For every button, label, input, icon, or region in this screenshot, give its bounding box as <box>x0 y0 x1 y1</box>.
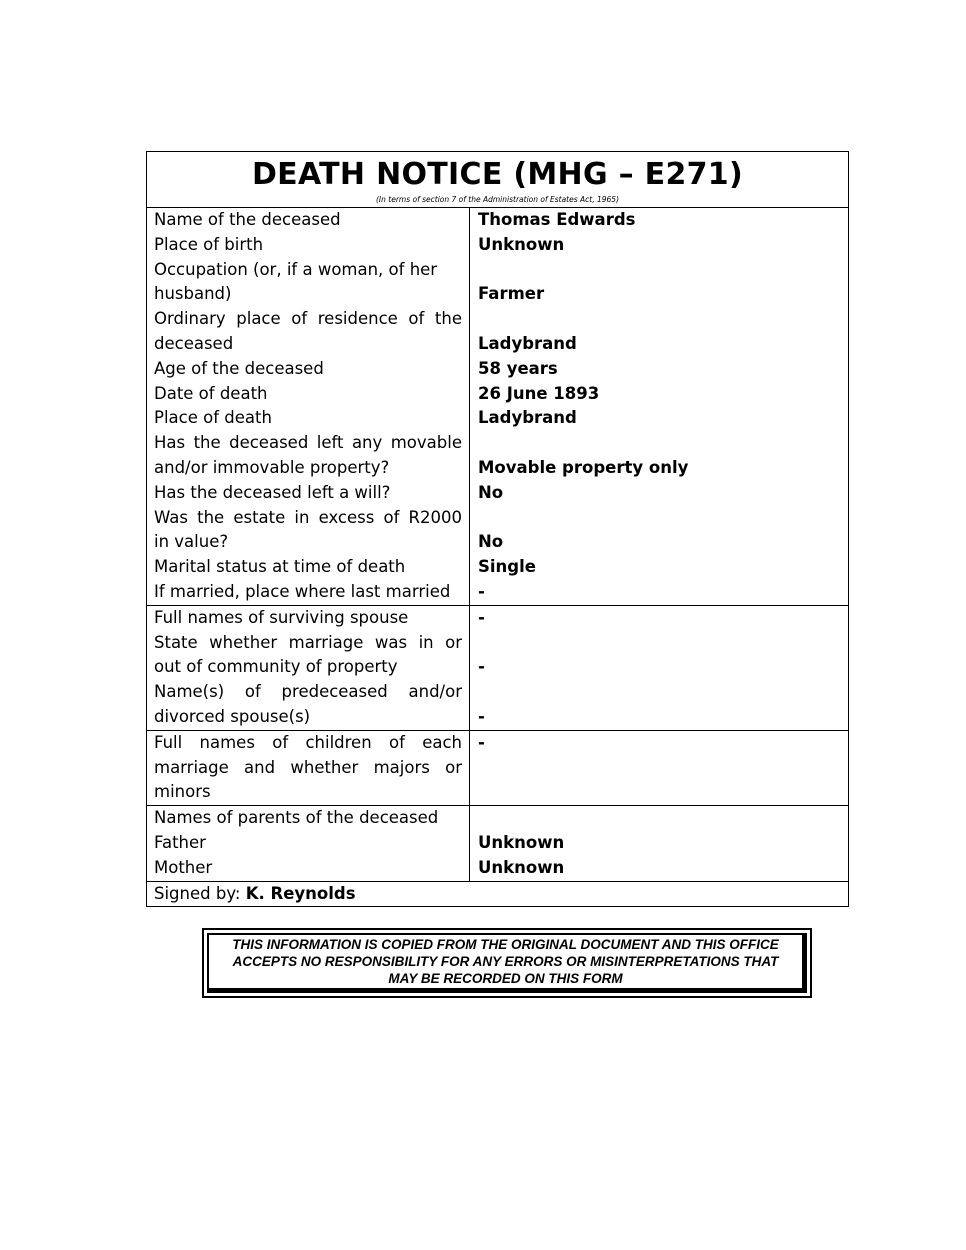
field-value: Ladybrand <box>478 333 577 353</box>
field-labels <box>147 208 470 605</box>
spouse-section <box>147 606 848 731</box>
field-value: No <box>478 532 504 552</box>
field-label: Occupation (or, if a woman, of her <box>154 259 438 279</box>
field-labels <box>147 806 470 880</box>
field-label: Place of death <box>154 408 272 428</box>
field-value <box>478 258 848 283</box>
field-labels <box>147 731 470 805</box>
field-label: in value? <box>154 532 229 552</box>
field-label: Ordinary place of residence of the <box>154 309 462 329</box>
form-title: DEATH NOTICE (MHG – E271) <box>251 157 743 192</box>
parents-section <box>147 806 848 881</box>
field-value: 58 years <box>478 358 558 378</box>
field-value: - <box>478 581 485 601</box>
field-value: Unknown <box>478 234 565 254</box>
field-labels <box>147 606 470 730</box>
field-label: If married, place where last married <box>154 581 451 601</box>
field-label: divorced spouse(s) <box>154 706 311 726</box>
field-value: - <box>478 706 485 726</box>
field-value: Ladybrand <box>478 408 577 428</box>
field-value: Unknown <box>478 832 565 852</box>
form-subtitle: (In terms of section 7 of the Administration of Estates Act, 1965) <box>376 195 619 204</box>
field-value <box>478 780 848 805</box>
field-value <box>478 431 848 456</box>
field-label: out of community of property <box>154 657 398 677</box>
field-value <box>478 680 848 705</box>
field-value: Farmer <box>478 284 545 304</box>
field-value: Unknown <box>478 857 565 877</box>
signature-label: Signed by: <box>154 883 246 903</box>
field-label: Full names of children of each <box>154 732 462 752</box>
field-label: Age of the deceased <box>154 358 324 378</box>
field-label: Full names of surviving spouse <box>154 607 409 627</box>
field-label: Date of death <box>154 383 268 403</box>
deceased-details-section <box>147 208 848 606</box>
field-label: Name of the deceased <box>154 210 341 229</box>
field-value: Single <box>478 557 536 577</box>
field-label: deceased <box>154 333 234 353</box>
field-label: minors <box>154 782 211 802</box>
field-value <box>478 756 848 781</box>
field-label: Place of birth <box>154 234 264 254</box>
field-label: Name(s) of predeceased and/or <box>154 682 462 702</box>
disclaimer-box <box>202 928 812 998</box>
field-value <box>478 806 848 831</box>
field-values <box>470 806 848 880</box>
field-label: Mother <box>154 857 213 877</box>
field-values <box>470 606 848 730</box>
field-values <box>470 208 848 605</box>
children-section <box>147 731 848 806</box>
field-label: Marital status at time of death <box>154 557 406 577</box>
field-value: No <box>478 482 504 502</box>
field-value <box>478 307 848 332</box>
field-label: Was the estate in excess of R2000 <box>154 507 462 527</box>
field-value <box>478 631 848 656</box>
field-label: Has the deceased left any movable <box>154 433 462 453</box>
disclaimer-text: THIS INFORMATION IS COPIED FROM THE ORIGINAL DOCUMENT AND THIS OFFICE ACCEPTS NO RESPONSIBILITY FOR ANY ERRORS OR MISINTERPRETATIONS THAT MAY BE RECORDED ON THIS FORM <box>232 937 779 986</box>
form-header <box>147 152 848 208</box>
signature-name: K. Reynolds <box>245 883 356 903</box>
field-values <box>470 731 848 805</box>
field-label: Has the deceased left a will? <box>154 482 391 502</box>
death-notice-form <box>146 151 849 907</box>
field-label: marriage and whether majors or <box>154 757 462 777</box>
field-value <box>478 506 848 531</box>
field-value: - <box>478 732 485 752</box>
field-label: husband) <box>154 284 232 304</box>
field-value: Thomas Edwards <box>478 210 636 229</box>
field-value: 26 June 1893 <box>478 383 600 403</box>
field-label: State whether marriage was in or <box>154 632 462 652</box>
signature-line <box>147 882 848 906</box>
field-value: - <box>478 607 485 627</box>
field-label: and/or immovable property? <box>154 457 390 477</box>
field-value: - <box>478 657 485 677</box>
field-label: Father <box>154 832 206 852</box>
field-label: Names of parents of the deceased <box>154 808 439 828</box>
field-value: Movable property only <box>478 457 689 477</box>
